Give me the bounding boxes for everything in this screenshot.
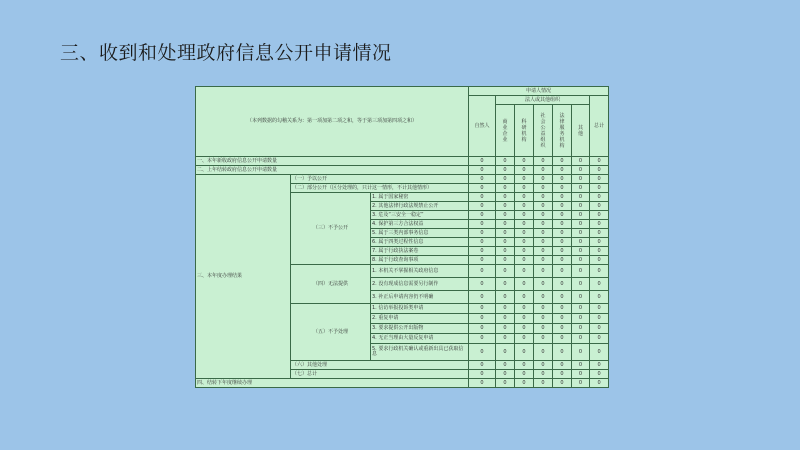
value-cell: 0: [553, 157, 572, 166]
value-cell: 0: [534, 166, 553, 175]
table-corner-cell: （本列数据的勾稽关系为：第一项加第二项之和，等于第三项加第四项之和）: [196, 87, 469, 157]
value-cell: 0: [590, 166, 609, 175]
sub-row-label: 2. 其他法律行政法规禁止公开: [371, 202, 469, 211]
value-cell: 0: [534, 238, 553, 247]
value-cell: 0: [553, 324, 572, 334]
value-cell: 0: [469, 202, 496, 211]
value-cell: 0: [515, 361, 534, 370]
value-cell: 0: [590, 229, 609, 238]
value-cell: 0: [572, 314, 590, 324]
value-cell: 0: [553, 247, 572, 256]
value-cell: 0: [515, 157, 534, 166]
value-cell: 0: [469, 211, 496, 220]
value-cell: 0: [496, 379, 515, 388]
value-cell: 0: [469, 193, 496, 202]
value-cell: 0: [590, 193, 609, 202]
value-cell: 0: [515, 344, 534, 361]
value-cell: 0: [496, 211, 515, 220]
value-cell: 0: [534, 193, 553, 202]
sub-row-label: 3. 要求提供公开出版物: [371, 324, 469, 334]
sub-row-label: 1. 属于国家秘密: [371, 193, 469, 202]
value-cell: 0: [572, 265, 590, 278]
row-label: （一）予以公开: [291, 175, 469, 184]
value-cell: 0: [515, 314, 534, 324]
value-cell: 0: [469, 265, 496, 278]
sub-row-label: 1. 信访举报投诉类申请: [371, 304, 469, 314]
value-cell: 0: [515, 256, 534, 265]
sub-row-label: 6. 属于四类过程性信息: [371, 238, 469, 247]
value-cell: 0: [469, 324, 496, 334]
sub-row-label: 2. 重复申请: [371, 314, 469, 324]
value-cell: 0: [534, 175, 553, 184]
value-cell: 0: [572, 238, 590, 247]
value-cell: 0: [553, 202, 572, 211]
value-cell: 0: [515, 379, 534, 388]
value-cell: 0: [469, 184, 496, 193]
value-cell: 0: [469, 175, 496, 184]
value-cell: 0: [534, 211, 553, 220]
value-cell: 0: [496, 314, 515, 324]
value-cell: 0: [572, 157, 590, 166]
value-cell: 0: [496, 175, 515, 184]
value-cell: 0: [590, 370, 609, 379]
row-label: 三、本年度办理结果: [196, 175, 291, 379]
natural-person-header: 自然人: [469, 96, 496, 157]
table-row: [196, 379, 609, 388]
value-cell: 0: [469, 166, 496, 175]
value-cell: 0: [572, 256, 590, 265]
value-cell: 0: [534, 157, 553, 166]
value-cell: 0: [534, 265, 553, 278]
value-cell: 0: [469, 334, 496, 344]
sub-row-label: 3. 危及“三安全一稳定”: [371, 211, 469, 220]
value-cell: 0: [515, 184, 534, 193]
other-header: 其他: [572, 105, 590, 157]
value-cell: 0: [590, 202, 609, 211]
sub-row-label: 2. 没有现成信息需要另行制作: [371, 278, 469, 291]
value-cell: 0: [515, 324, 534, 334]
value-cell: 0: [496, 166, 515, 175]
value-cell: 0: [496, 157, 515, 166]
legal-service-header: 法律服务机构: [553, 105, 572, 157]
value-cell: 0: [534, 184, 553, 193]
value-cell: 0: [469, 291, 496, 304]
table-row: [196, 166, 609, 175]
value-cell: 0: [496, 291, 515, 304]
value-cell: 0: [572, 334, 590, 344]
value-cell: 0: [553, 220, 572, 229]
sub-row-label: 5. 属于三类内部事务信息: [371, 229, 469, 238]
value-cell: 0: [496, 256, 515, 265]
value-cell: 0: [553, 211, 572, 220]
value-cell: 0: [515, 229, 534, 238]
table-row: [196, 175, 609, 184]
value-cell: 0: [590, 184, 609, 193]
value-cell: 0: [469, 314, 496, 324]
value-cell: 0: [590, 291, 609, 304]
value-cell: 0: [469, 379, 496, 388]
value-cell: 0: [469, 256, 496, 265]
value-cell: 0: [534, 229, 553, 238]
value-cell: 0: [572, 229, 590, 238]
value-cell: 0: [590, 278, 609, 291]
row-label: 一、本年新收政府信息公开申请数量: [196, 157, 469, 166]
value-cell: 0: [534, 370, 553, 379]
value-cell: 0: [572, 304, 590, 314]
row-label: （六）其他处理: [291, 361, 469, 370]
value-cell: 0: [572, 247, 590, 256]
value-cell: 0: [572, 278, 590, 291]
value-cell: 0: [515, 304, 534, 314]
value-cell: 0: [553, 314, 572, 324]
value-cell: 0: [496, 184, 515, 193]
value-cell: 0: [534, 247, 553, 256]
legal-group-header: 法人或其他组织: [496, 96, 590, 105]
value-cell: 0: [534, 278, 553, 291]
value-cell: 0: [534, 334, 553, 344]
value-cell: 0: [515, 265, 534, 278]
sub-row-label: 1. 本机关不掌握相关政府信息: [371, 265, 469, 278]
value-cell: 0: [572, 211, 590, 220]
value-cell: 0: [534, 220, 553, 229]
value-cell: 0: [534, 202, 553, 211]
value-cell: 0: [553, 361, 572, 370]
group-label: （五）不予处理: [291, 304, 371, 361]
value-cell: 0: [553, 379, 572, 388]
value-cell: 0: [515, 247, 534, 256]
row-label: 二、上年结转政府信息公开申请数量: [196, 166, 469, 175]
value-cell: 0: [553, 229, 572, 238]
value-cell: 0: [469, 247, 496, 256]
value-cell: 0: [469, 229, 496, 238]
sub-row-label: 5. 要求行政机关确认或重新出具已获取信息: [371, 344, 469, 361]
value-cell: 0: [534, 324, 553, 334]
value-cell: 0: [553, 278, 572, 291]
value-cell: 0: [553, 166, 572, 175]
value-cell: 0: [496, 265, 515, 278]
page-title: 三、收到和处理政府信息公开申请情况: [60, 42, 392, 64]
value-cell: 0: [572, 379, 590, 388]
value-cell: 0: [572, 361, 590, 370]
value-cell: 0: [590, 256, 609, 265]
value-cell: 0: [553, 334, 572, 344]
value-cell: 0: [534, 304, 553, 314]
value-cell: 0: [590, 157, 609, 166]
value-cell: 0: [469, 278, 496, 291]
value-cell: 0: [469, 238, 496, 247]
value-cell: 0: [496, 247, 515, 256]
value-cell: 0: [534, 361, 553, 370]
commercial-header: 商业企业: [496, 105, 515, 157]
value-cell: 0: [590, 304, 609, 314]
value-cell: 0: [469, 304, 496, 314]
value-cell: 0: [469, 370, 496, 379]
table-row: [196, 157, 609, 166]
value-cell: 0: [496, 193, 515, 202]
value-cell: 0: [590, 175, 609, 184]
value-cell: 0: [590, 220, 609, 229]
value-cell: 0: [515, 238, 534, 247]
value-cell: 0: [496, 278, 515, 291]
value-cell: 0: [553, 291, 572, 304]
value-cell: 0: [553, 344, 572, 361]
value-cell: 0: [534, 291, 553, 304]
applicant-header: 申请人情况: [469, 87, 609, 96]
value-cell: 0: [572, 184, 590, 193]
value-cell: 0: [572, 175, 590, 184]
value-cell: 0: [590, 344, 609, 361]
statistics-table: [195, 86, 609, 388]
value-cell: 0: [515, 175, 534, 184]
row-label: （七）总计: [291, 370, 469, 379]
total-header: 总计: [590, 96, 609, 157]
value-cell: 0: [534, 256, 553, 265]
sub-row-label: 8. 属于行政查询事项: [371, 256, 469, 265]
value-cell: 0: [515, 291, 534, 304]
sub-row-label: 4. 无正当理由大量反复申请: [371, 334, 469, 344]
value-cell: 0: [515, 211, 534, 220]
value-cell: 0: [553, 184, 572, 193]
value-cell: 0: [553, 265, 572, 278]
value-cell: 0: [515, 278, 534, 291]
value-cell: 0: [590, 247, 609, 256]
value-cell: 0: [553, 256, 572, 265]
value-cell: 0: [496, 344, 515, 361]
value-cell: 0: [553, 175, 572, 184]
value-cell: 0: [553, 304, 572, 314]
value-cell: 0: [590, 265, 609, 278]
value-cell: 0: [534, 344, 553, 361]
value-cell: 0: [553, 193, 572, 202]
social-header: 社会公益组织: [534, 105, 553, 157]
value-cell: 0: [496, 202, 515, 211]
row-label: （二）部分公开（区分处理的，只计这一情形，不计其他情形）: [291, 184, 469, 193]
statistics-table-container: [195, 86, 608, 388]
value-cell: 0: [590, 211, 609, 220]
value-cell: 0: [590, 361, 609, 370]
value-cell: 0: [534, 379, 553, 388]
value-cell: 0: [496, 229, 515, 238]
value-cell: 0: [496, 220, 515, 229]
value-cell: 0: [469, 344, 496, 361]
value-cell: 0: [534, 314, 553, 324]
sub-row-label: 7. 属于行政执法案卷: [371, 247, 469, 256]
value-cell: 0: [469, 220, 496, 229]
value-cell: 0: [496, 370, 515, 379]
value-cell: 0: [469, 361, 496, 370]
value-cell: 0: [590, 379, 609, 388]
sub-row-label: 4. 保护第三方合法权益: [371, 220, 469, 229]
value-cell: 0: [496, 361, 515, 370]
value-cell: 0: [572, 324, 590, 334]
value-cell: 0: [515, 166, 534, 175]
group-label: （四）无法提供: [291, 265, 371, 304]
value-cell: 0: [553, 238, 572, 247]
value-cell: 0: [515, 202, 534, 211]
value-cell: 0: [590, 334, 609, 344]
value-cell: 0: [572, 220, 590, 229]
value-cell: 0: [496, 324, 515, 334]
value-cell: 0: [572, 291, 590, 304]
row-label: 四、结转下年度继续办理: [196, 379, 469, 388]
value-cell: 0: [496, 238, 515, 247]
value-cell: 0: [572, 166, 590, 175]
value-cell: 0: [590, 314, 609, 324]
value-cell: 0: [590, 238, 609, 247]
sub-row-label: 3. 补正后申请内容仍不明确: [371, 291, 469, 304]
value-cell: 0: [572, 370, 590, 379]
value-cell: 0: [515, 334, 534, 344]
value-cell: 0: [496, 304, 515, 314]
group-label: （三）不予公开: [291, 193, 371, 265]
value-cell: 0: [553, 370, 572, 379]
value-cell: 0: [515, 193, 534, 202]
value-cell: 0: [572, 344, 590, 361]
value-cell: 0: [515, 220, 534, 229]
research-header: 科研机构: [515, 105, 534, 157]
value-cell: 0: [572, 202, 590, 211]
value-cell: 0: [515, 370, 534, 379]
value-cell: 0: [590, 324, 609, 334]
value-cell: 0: [469, 157, 496, 166]
value-cell: 0: [572, 193, 590, 202]
value-cell: 0: [496, 334, 515, 344]
